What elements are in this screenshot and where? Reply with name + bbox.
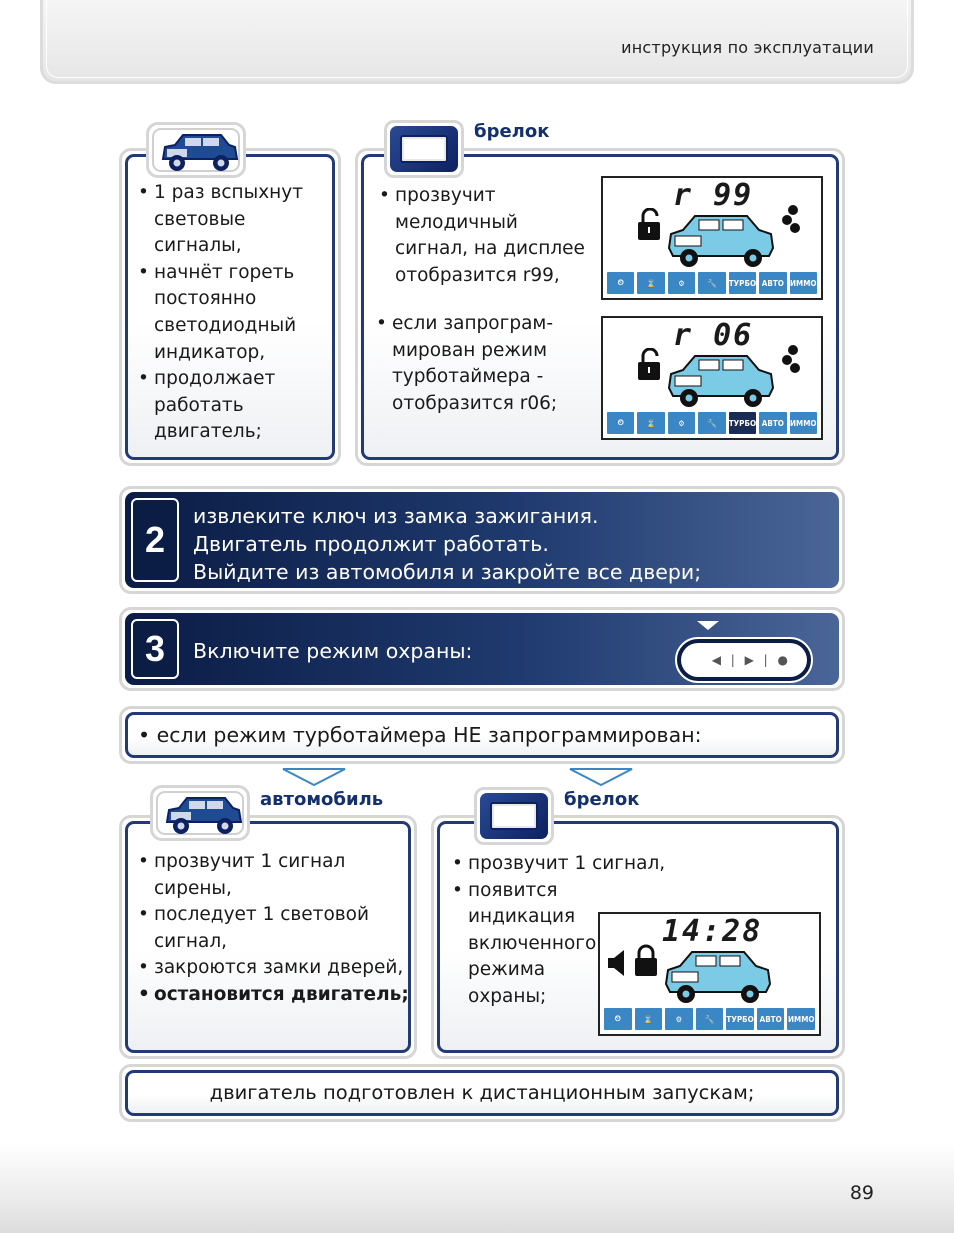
- lock-icon: [632, 944, 660, 978]
- arrow-down-icon: [281, 767, 347, 787]
- lcd-code: r 99: [673, 178, 754, 213]
- turbo-icon: ТУРБО: [729, 272, 756, 294]
- car-icon-badge-1: [146, 122, 246, 178]
- condition-bar: [119, 706, 845, 764]
- car-display-icon: [665, 348, 777, 412]
- turbo-icon: ТУРБО: [726, 1008, 754, 1030]
- header-title: инструкция по эксплуатации: [621, 38, 874, 57]
- fob-label-2: брелок: [564, 789, 640, 810]
- fob-reaction-item-2: [376, 311, 576, 417]
- lcd-status-icons: [607, 412, 817, 434]
- car-icon-badge-2: [150, 785, 250, 841]
- list-item: • закроются замки дверей,: [138, 955, 410, 982]
- step-2-bar: [119, 486, 845, 594]
- condition-label: если режим турботаймера НЕ запрограммирован:: [156, 723, 702, 747]
- gauge-icon: ⚙: [668, 412, 695, 434]
- wrench-icon: 🔧: [698, 412, 725, 434]
- hourglass-icon: ⌛: [635, 1008, 663, 1030]
- lcd-display-r06: [601, 316, 823, 440]
- exhaust-icon: [779, 204, 803, 234]
- lcd-code: r 06: [673, 318, 754, 353]
- list-item: • прозвучит мелодичный сигнал, на дисплее отобразится r99,: [379, 183, 594, 289]
- wrench-icon: 🔧: [696, 1008, 724, 1030]
- immo-icon: ИММО: [790, 272, 817, 294]
- fob-label-1: брелок: [474, 121, 550, 142]
- unlock-icon: [635, 208, 663, 242]
- step-line: Выйдите из автомобиля и закройте все двери;: [193, 560, 702, 584]
- gauge-icon: ⚙: [665, 1008, 693, 1030]
- step-number: 3: [131, 619, 179, 679]
- fob-icon-badge-2: [474, 787, 554, 845]
- lcd-display-r99: [601, 176, 823, 300]
- list-item: • начнёт гореть постоянно светодиодный индикатор,: [138, 260, 328, 366]
- hourglass-icon: ⌛: [637, 272, 664, 294]
- result-bar: [119, 1064, 845, 1122]
- car-icon: [157, 129, 239, 175]
- hourglass-icon: ⌛: [637, 412, 664, 434]
- auto-icon: АВТО: [759, 272, 786, 294]
- fob-reaction-item-1: [379, 183, 594, 289]
- immo-icon: ИММО: [787, 1008, 815, 1030]
- remote-button-symbols: ◀ | ▶ | ●: [681, 643, 807, 677]
- list-item: • прозвучит 1 сигнал сирены,: [138, 849, 410, 902]
- auto-icon: АВТО: [759, 412, 786, 434]
- siren-icon: [604, 948, 630, 978]
- immo-icon: ИММО: [790, 412, 817, 434]
- list-item: • остановится двигатель;: [138, 982, 410, 1009]
- lcd-status-icons: [607, 272, 817, 294]
- footer-band: [0, 1143, 954, 1233]
- gauge-icon: ⚙: [668, 272, 695, 294]
- list-item: • прозвучит 1 сигнал,: [452, 851, 822, 878]
- car-reaction-list-1: [138, 180, 328, 446]
- list-item: • если запрограм-мирован режим турботаймера - отобразится r06;: [376, 311, 576, 417]
- car-display-icon: [662, 944, 774, 1008]
- lcd-display-armed: [598, 912, 821, 1036]
- unlock-icon: [635, 348, 663, 382]
- list-item: • продолжает работать двигатель;: [138, 366, 328, 446]
- list-item: • последует 1 световой сигнал,: [138, 902, 410, 955]
- clock-icon: ⏲: [607, 272, 634, 294]
- result-text: двигатель подготовлен к дистанционным запускам;: [209, 1081, 755, 1104]
- step-2-text: [193, 502, 701, 586]
- turbo-icon-active: ТУРБО: [729, 412, 756, 434]
- wrench-icon: 🔧: [698, 272, 725, 294]
- clock-icon: ⏲: [607, 412, 634, 434]
- step-line: Двигатель продолжит работать.: [193, 532, 549, 556]
- step-3-text: Включите режим охраны:: [193, 639, 473, 663]
- lcd-time: 14:28: [662, 914, 763, 949]
- auto-icon: АВТО: [757, 1008, 785, 1030]
- lcd-status-icons: [604, 1008, 815, 1030]
- car-label-2: автомобиль: [260, 789, 384, 810]
- step-number: 2: [131, 498, 179, 582]
- remote-lock-button[interactable]: [675, 637, 813, 683]
- car-icon: [161, 792, 243, 838]
- press-indicator-arrow-icon: [695, 619, 721, 631]
- list-item: • 1 раз вспыхнут световые сигналы,: [138, 180, 328, 260]
- car-reaction-list-2: [138, 849, 410, 1009]
- fob-text-spacer: [468, 877, 818, 905]
- clock-icon: ⏲: [604, 1008, 632, 1030]
- panel-divider: [364, 300, 367, 302]
- arrow-down-icon: [568, 767, 634, 787]
- fob-item-text: • появится индикация включенного режима охраны;: [468, 879, 597, 1007]
- step-3-bar: [119, 607, 845, 691]
- fob-icon-badge-1: [384, 120, 464, 178]
- key-fob-icon: [490, 802, 538, 830]
- page-number: 89: [849, 1182, 874, 1204]
- key-fob-icon: [400, 135, 448, 163]
- condition-text: • если режим турботаймера НЕ запрограммирован:: [138, 723, 702, 747]
- step-line: извлеките ключ из замка зажигания.: [193, 504, 599, 528]
- car-display-icon: [665, 208, 777, 272]
- exhaust-icon: [779, 344, 803, 374]
